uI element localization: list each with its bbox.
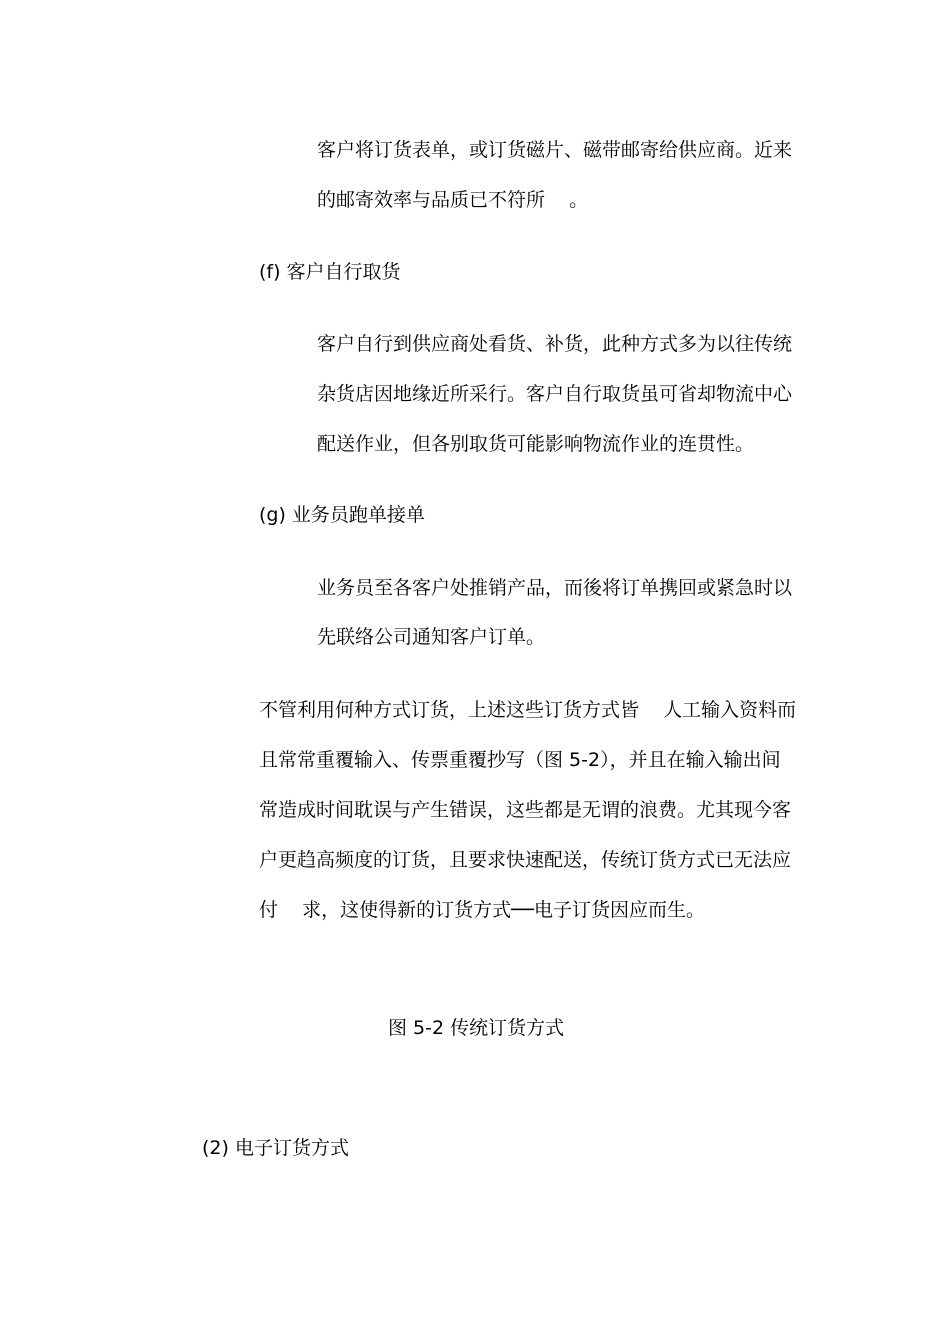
heading-f: (f) 客户自行取货 xyxy=(259,261,401,283)
summary-line-4: 户更趋高频度的订货，且要求快速配送，传统订货方式已无法应 xyxy=(259,849,792,871)
paragraph-f-line-1: 客户自行到供应商处看货、补货，此种方式多为以往传统 xyxy=(317,333,793,355)
summary-line-2: 且常常重覆输入、传票重覆抄写（图 5-2），并且在输入输出间 xyxy=(259,749,781,771)
paragraph-e-line-2: 的邮寄效率与品质已不符所 。 xyxy=(317,189,589,211)
figure-caption: 图 5-2 传统订货方式 xyxy=(388,1017,565,1039)
paragraph-f-line-3: 配送作业，但各别取货可能影响物流作业的连贯性。 xyxy=(317,433,755,455)
heading-g: (g) 业务员跑单接单 xyxy=(259,504,425,526)
paragraph-f-line-2: 杂货店因地缘近所采行。客户自行取货虽可省却物流中心 xyxy=(317,383,793,405)
summary-line-3: 常造成时间耽误与产生错误，这些都是无谓的浪费。尤其现今客 xyxy=(259,799,792,821)
summary-line-5: 付 求，这使得新的订货方式──电子订货因应而生。 xyxy=(259,899,706,921)
paragraph-e-line-1: 客户将订货表单，或订货磁片、磁带邮寄给供应商。近来 xyxy=(317,139,793,161)
summary-line-1: 不管利用何种方式订货，上述这些订货方式皆 人工输入资料而 xyxy=(259,699,797,721)
section-heading: (2) 电子订货方式 xyxy=(202,1137,349,1159)
paragraph-g-line-1: 业务员至各客户处推销产品，而後将订单携回或紧急时以 xyxy=(317,577,793,599)
paragraph-g-line-2: 先联络公司通知客户订单。 xyxy=(317,626,546,648)
